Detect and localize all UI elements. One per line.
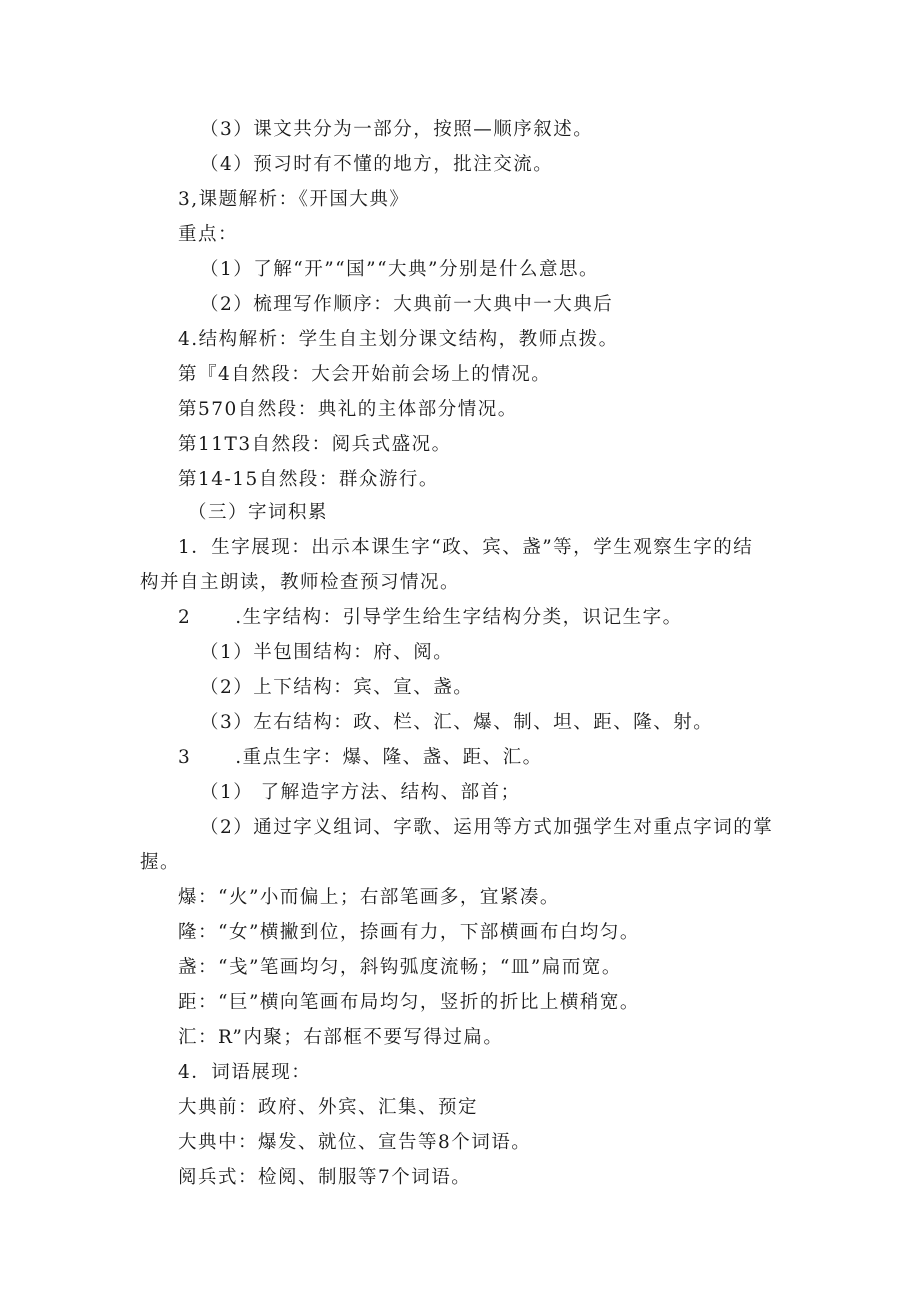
paragraph-line: 握。 (140, 852, 181, 873)
paragraph-line: 隆：“女”横撇到位，捺画有力，下部横画布白均匀。 (178, 922, 640, 943)
paragraph-line: 爆：“火”小而偏上；右部笔画多，宜紧凑。 (178, 887, 560, 908)
section-heading: 3,课题解析：《开国大典》 (178, 189, 410, 210)
paragraph-line: 大典前：政府、外宾、汇集、预定 (178, 1097, 479, 1118)
paragraph-line: （3）课文共分为一部分，按照—顺序叙述。 (200, 119, 594, 140)
section-heading: （三）字词积累 (188, 502, 329, 523)
paragraph-line (178, 606, 683, 630)
item-text: .重点生字：爆、隆、盏、距、汇。 (235, 747, 543, 768)
paragraph-line: 1．生字展现：出示本课生字“政、宾、盏”等，学生观察生字的结 (178, 537, 754, 558)
paragraph-line: 第11T3自然段：阅兵式盛况。 (178, 434, 452, 455)
paragraph-line: 盏：“戋”笔画均匀，斜钩弧度流畅；“皿”扁而宽。 (178, 957, 622, 978)
paragraph-line: 构并自主朗读，教师检查预习情况。 (140, 572, 461, 593)
paragraph-line: 汇：R”内聚；右部框不要写得过扁。 (178, 1027, 504, 1048)
paragraph-line: 第『4自然段：大会开始前会场上的情况。 (178, 364, 552, 385)
item-text: .生字结构：引导学生给生字结构分类，识记生字。 (235, 607, 683, 628)
paragraph-line: 第570自然段：典礼的主体部分情况。 (178, 399, 518, 420)
paragraph-line: （1）了解“开”“国”“大典”分别是什么意思。 (200, 259, 600, 280)
paragraph-line: 第14-15自然段：群众游行。 (178, 469, 439, 490)
paragraph-line: （2）上下结构：宾、宣、盏。 (200, 677, 474, 698)
item-number: 2 (178, 607, 192, 628)
section-heading: 4.结构解析：学生自主划分课文结构，教师点拨。 (178, 329, 619, 350)
paragraph-line: （2）通过字义组词、字歌、运用等方式加强学生对重点字词的掌 (200, 817, 774, 838)
paragraph-line: 大典中：爆发、就位、宣告等8个词语。 (178, 1132, 532, 1153)
paragraph-line: （2）梳理写作顺序：大典前一大典中一大典后 (200, 294, 614, 315)
item-number: 3 (178, 747, 192, 768)
paragraph-line: 重点： (178, 224, 239, 245)
paragraph-line: （1） 了解造字方法、结构、部首； (200, 782, 521, 803)
paragraph-line: （3）左右结构：政、栏、汇、爆、制、坦、距、隆、射。 (200, 712, 714, 733)
paragraph-line (178, 746, 543, 770)
section-heading: 4．词语展现： (178, 1062, 312, 1083)
paragraph-line: （1）半包围结构：府、阅。 (200, 642, 454, 663)
paragraph-line: （4）预习时有不懂的地方，批注交流。 (200, 154, 554, 175)
paragraph-line: 阅兵式：检阅、制服等7个词语。 (178, 1167, 472, 1188)
paragraph-line: 距：“巨”横向笔画布局均匀，竖折的折比上横稍宽。 (178, 992, 640, 1013)
